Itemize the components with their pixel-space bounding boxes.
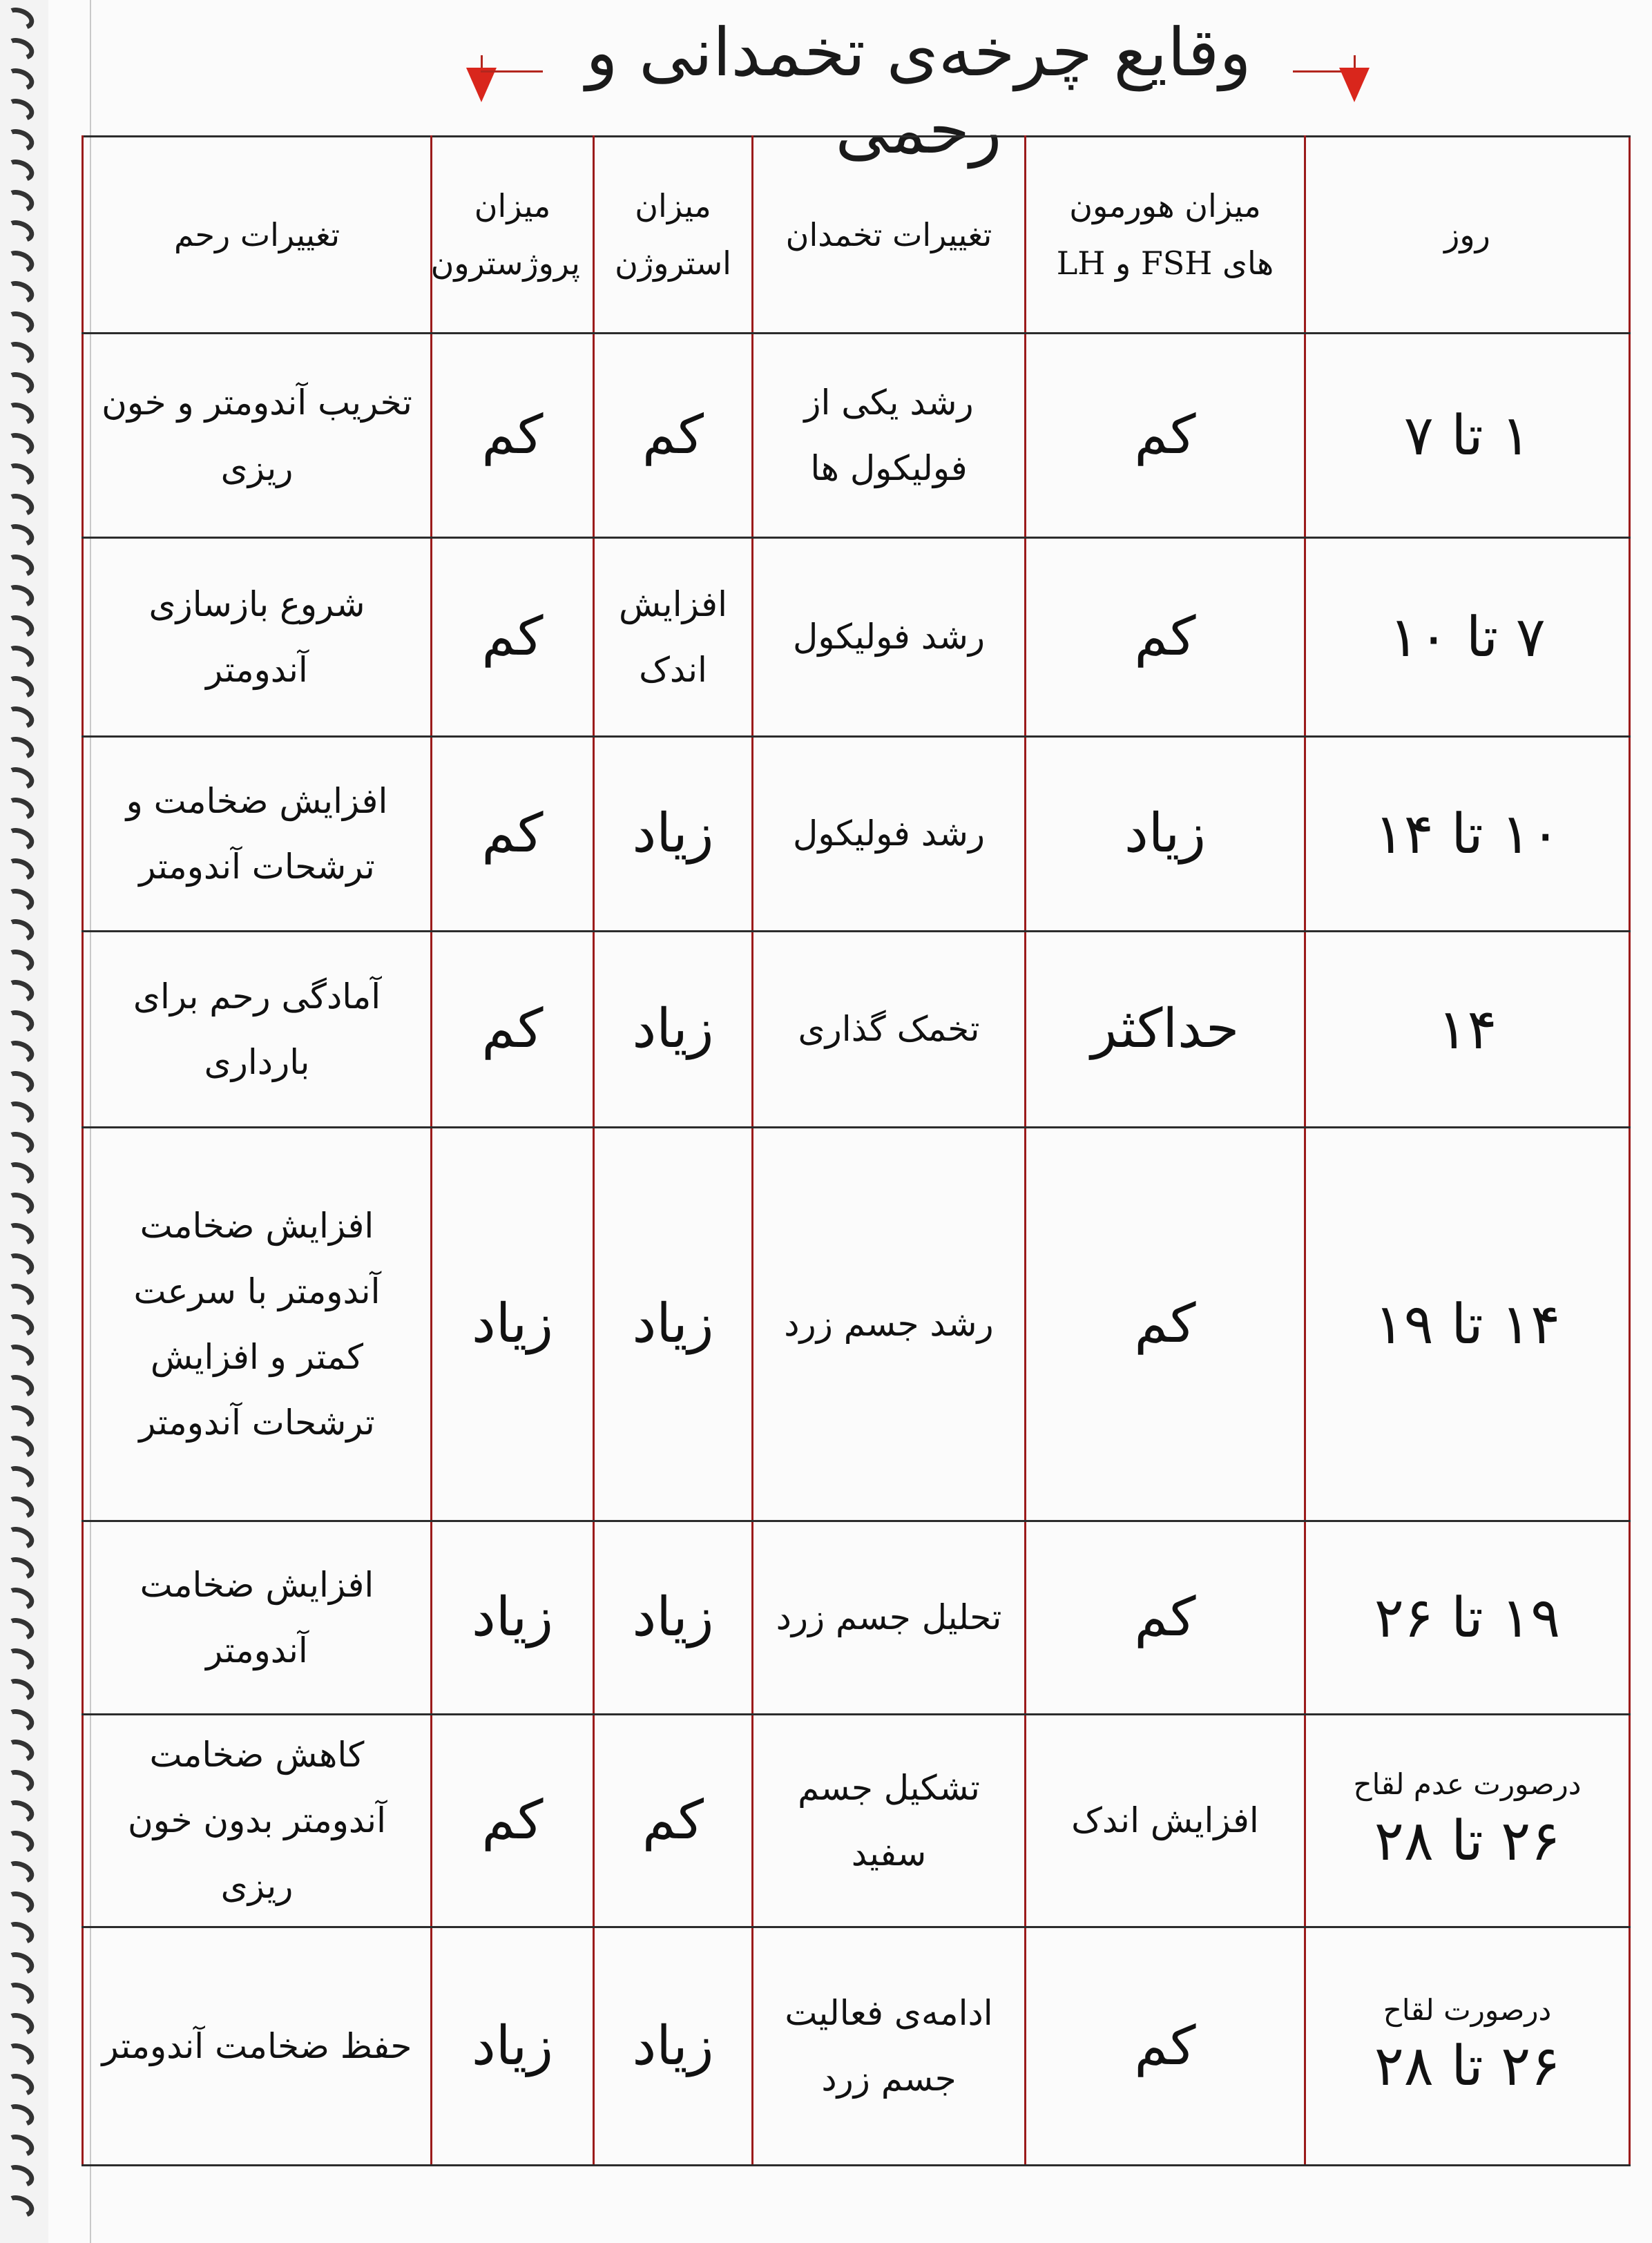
hormone-cell: افزایش اندک	[1026, 1715, 1305, 1927]
ovary-cell: رشد جسم زرد	[753, 1128, 1026, 1521]
ovary-cell: رشد فولیکول	[753, 737, 1026, 932]
progesterone-cell: زیاد	[432, 1128, 594, 1521]
day-range: ۱۴	[1437, 997, 1497, 1061]
day-cell	[1305, 1521, 1630, 1715]
header-uterus: تغییرات رحم	[83, 137, 432, 334]
day-range: ۱۰ تا ۱۴	[1374, 801, 1561, 866]
left-arrow-icon	[466, 68, 497, 102]
cycle-table	[81, 135, 1631, 2166]
table-row	[83, 334, 1630, 538]
progesterone-cell: کم	[432, 932, 594, 1128]
estrogen-cell: کم	[594, 334, 753, 538]
day-cell	[1305, 1927, 1630, 2166]
table-header-row	[83, 137, 1630, 334]
estrogen-cell: افزایش اندک	[594, 538, 753, 737]
progesterone-cell: کم	[432, 334, 594, 538]
header-hormone: میزان هورمون های FSH و LH	[1026, 137, 1305, 334]
table-row	[83, 538, 1630, 737]
day-cell	[1305, 932, 1630, 1128]
hormone-cell: کم	[1026, 1927, 1305, 2166]
progesterone-cell: زیاد	[432, 1927, 594, 2166]
hormone-cell: کم	[1026, 1521, 1305, 1715]
ovary-cell: تخمک گذاری	[753, 932, 1026, 1128]
day-range: ۷ تا ۱۰	[1389, 604, 1546, 669]
estrogen-cell: زیاد	[594, 737, 753, 932]
ovary-cell: رشد فولیکول	[753, 538, 1026, 737]
table-row	[83, 1128, 1630, 1521]
ovary-cell: رشد یکی از فولیکول ها	[753, 334, 1026, 538]
header-progesterone: میزان پروژسترون	[432, 137, 594, 334]
table-row	[83, 1927, 1630, 2166]
ovary-cell: تشکیل جسم سفید	[753, 1715, 1026, 1927]
ovary-cell: تحلیل جسم زرد	[753, 1521, 1026, 1715]
day-range: ۲۶ تا ۲۸	[1374, 2034, 1561, 2099]
day-range: ۱۴ تا ۱۹	[1374, 1291, 1561, 1356]
hormone-cell: کم	[1026, 538, 1305, 737]
hormone-cell: کم	[1026, 334, 1305, 538]
uterus-cell: افزایش ضخامت و ترشحات آندومتر	[83, 737, 432, 932]
header-day: روز	[1305, 137, 1630, 334]
estrogen-cell: زیاد	[594, 1521, 753, 1715]
uterus-cell: افزایش ضخامت آندومتر	[83, 1521, 432, 1715]
day-cell	[1305, 1128, 1630, 1521]
table-row	[83, 932, 1630, 1128]
progesterone-cell: کم	[432, 1715, 594, 1927]
hormone-cell: حداکثر	[1026, 932, 1305, 1128]
uterus-cell: کاهش ضخامت آندومتر بدون خون ریزی	[83, 1715, 432, 1927]
estrogen-cell: زیاد	[594, 1927, 753, 2166]
estrogen-cell: کم	[594, 1715, 753, 1927]
uterus-cell: آمادگی رحم برای بارداری	[83, 932, 432, 1128]
right-arrow-icon	[1339, 68, 1370, 102]
day-cell	[1305, 1715, 1630, 1927]
uterus-cell: افزایش ضخامت آندومتر با سرعت کمتر و افزایش ترشحات آندومتر	[83, 1128, 432, 1521]
table-row	[83, 737, 1630, 932]
hormone-cell: کم	[1026, 1128, 1305, 1521]
day-condition: درصورت لقاح	[1383, 1992, 1552, 2027]
day-cell	[1305, 334, 1630, 538]
day-range: ۱ تا ۷	[1403, 403, 1531, 468]
header-estrogen: میزان استروژن	[594, 137, 753, 334]
title-block	[442, 7, 1395, 169]
left-title-line	[481, 70, 543, 73]
progesterone-cell: کم	[432, 538, 594, 737]
uterus-cell: شروع بازسازی آندومتر	[83, 538, 432, 737]
estrogen-cell: زیاد	[594, 1128, 753, 1521]
ovary-cell: ادامه‌ی فعالیت جسم زرد	[753, 1927, 1026, 2166]
progesterone-cell: کم	[432, 737, 594, 932]
day-condition: درصورت عدم لقاح	[1353, 1767, 1582, 1802]
day-range: ۲۶ تا ۲۸	[1374, 1808, 1561, 1873]
uterus-cell: تخریب آندومتر و خون ریزی	[83, 334, 432, 538]
page-title: وقایع چرخه‌ی تخمدانی و رحمی	[586, 14, 1251, 169]
day-cell	[1305, 538, 1630, 737]
day-range: ۱۹ تا ۲۶	[1374, 1585, 1561, 1650]
estrogen-cell: زیاد	[594, 932, 753, 1128]
table-row	[83, 1715, 1630, 1927]
progesterone-cell: زیاد	[432, 1521, 594, 1715]
table-row	[83, 1521, 1630, 1715]
header-ovary: تغییرات تخمدان	[753, 137, 1026, 334]
hormone-cell: زیاد	[1026, 737, 1305, 932]
notebook-spiral-binding	[0, 0, 48, 2243]
uterus-cell: حفظ ضخامت آندومتر	[83, 1927, 432, 2166]
day-cell	[1305, 737, 1630, 932]
